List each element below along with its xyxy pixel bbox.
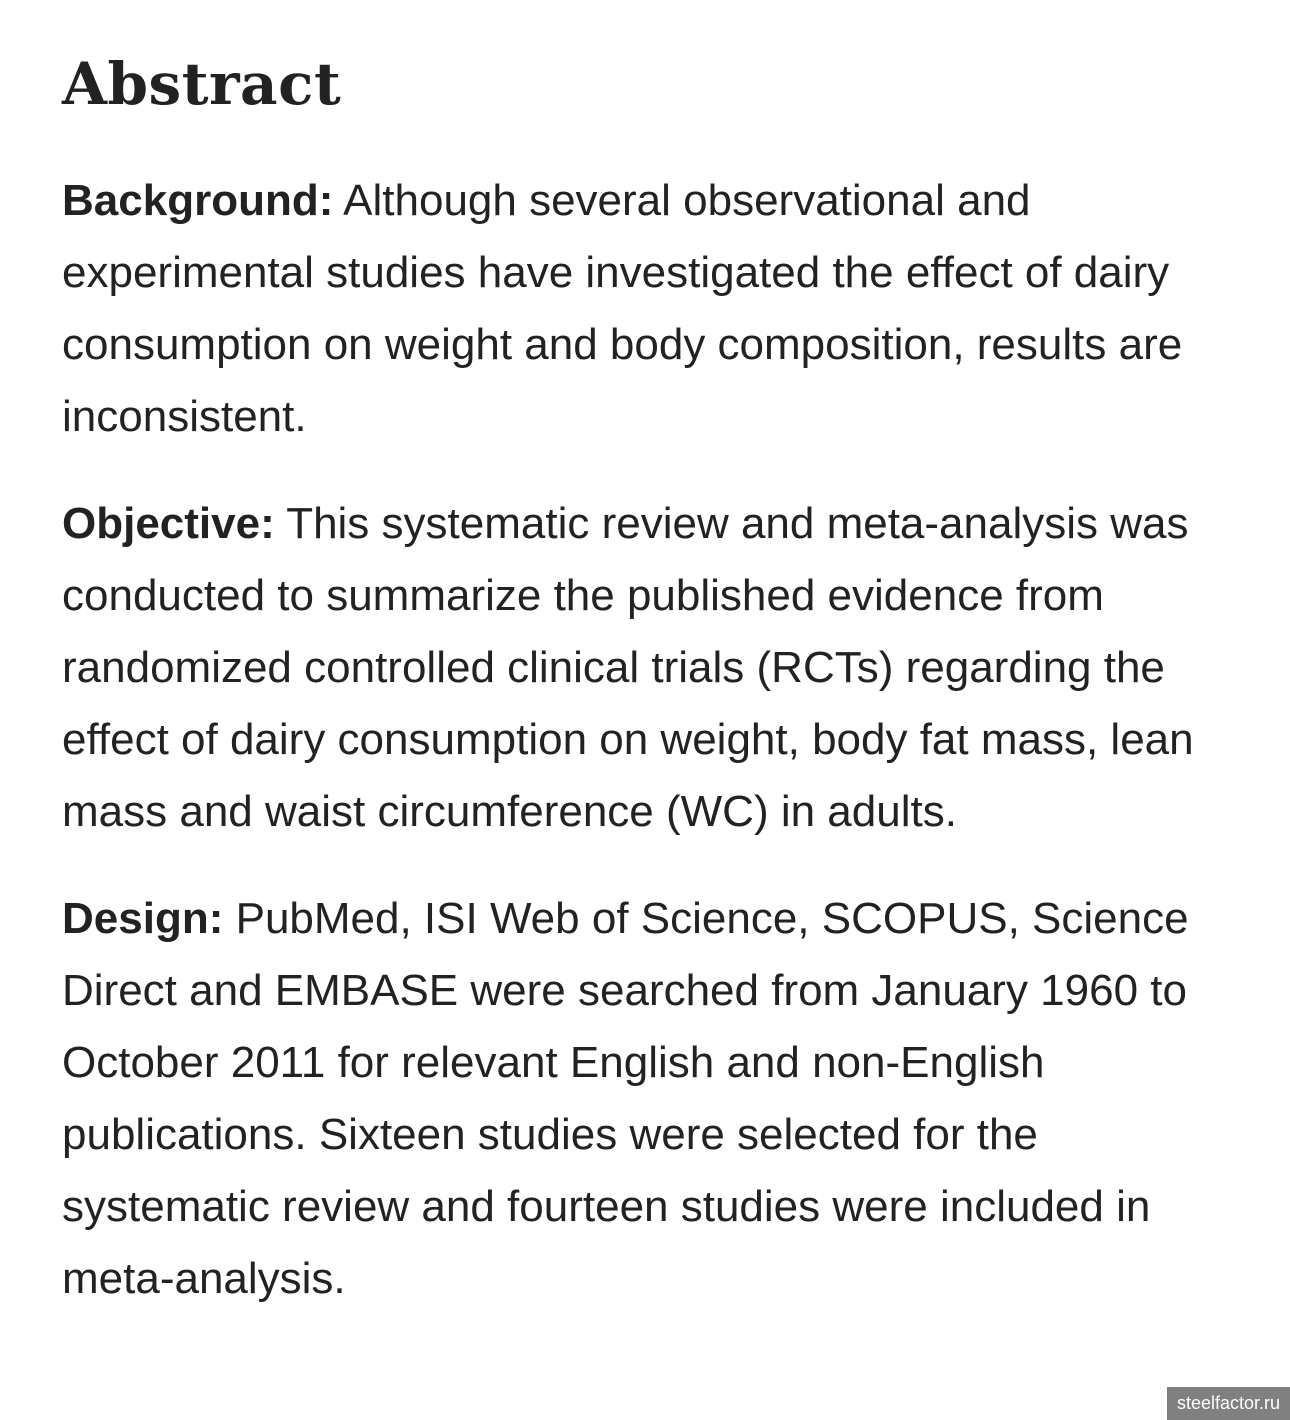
design-paragraph [62, 883, 1237, 1315]
design-text: PubMed, ISI Web of Science, SCOPUS, Science Direct and EMBASE were searched from January 1960 to October 2011 for relevant English and non-English publications. Sixteen studies were selected for the systematic review and fourteen studies were included in meta-analysis. [62, 893, 1189, 1303]
objective-text: This systematic review and meta-analysis was conducted to summarize the published evidence from randomized controlled clinical trials (RCTs) regarding the effect of dairy consumption on weight, body fat mass, lean mass and waist circumference (WC) in adults. [62, 498, 1194, 836]
background-text: Although several observational and experimental studies have investigated the effect of dairy consumption on weight and body composition, results are inconsistent. [62, 175, 1183, 441]
objective-paragraph [62, 488, 1237, 848]
abstract-heading: Abstract [62, 50, 342, 118]
abstract-section [62, 50, 1237, 1350]
background-paragraph [62, 165, 1237, 453]
watermark: steelfactor.ru [1167, 1387, 1290, 1420]
design-label: Design: [62, 893, 224, 943]
background-label: Background: [62, 175, 334, 225]
objective-label: Objective: [62, 498, 275, 548]
